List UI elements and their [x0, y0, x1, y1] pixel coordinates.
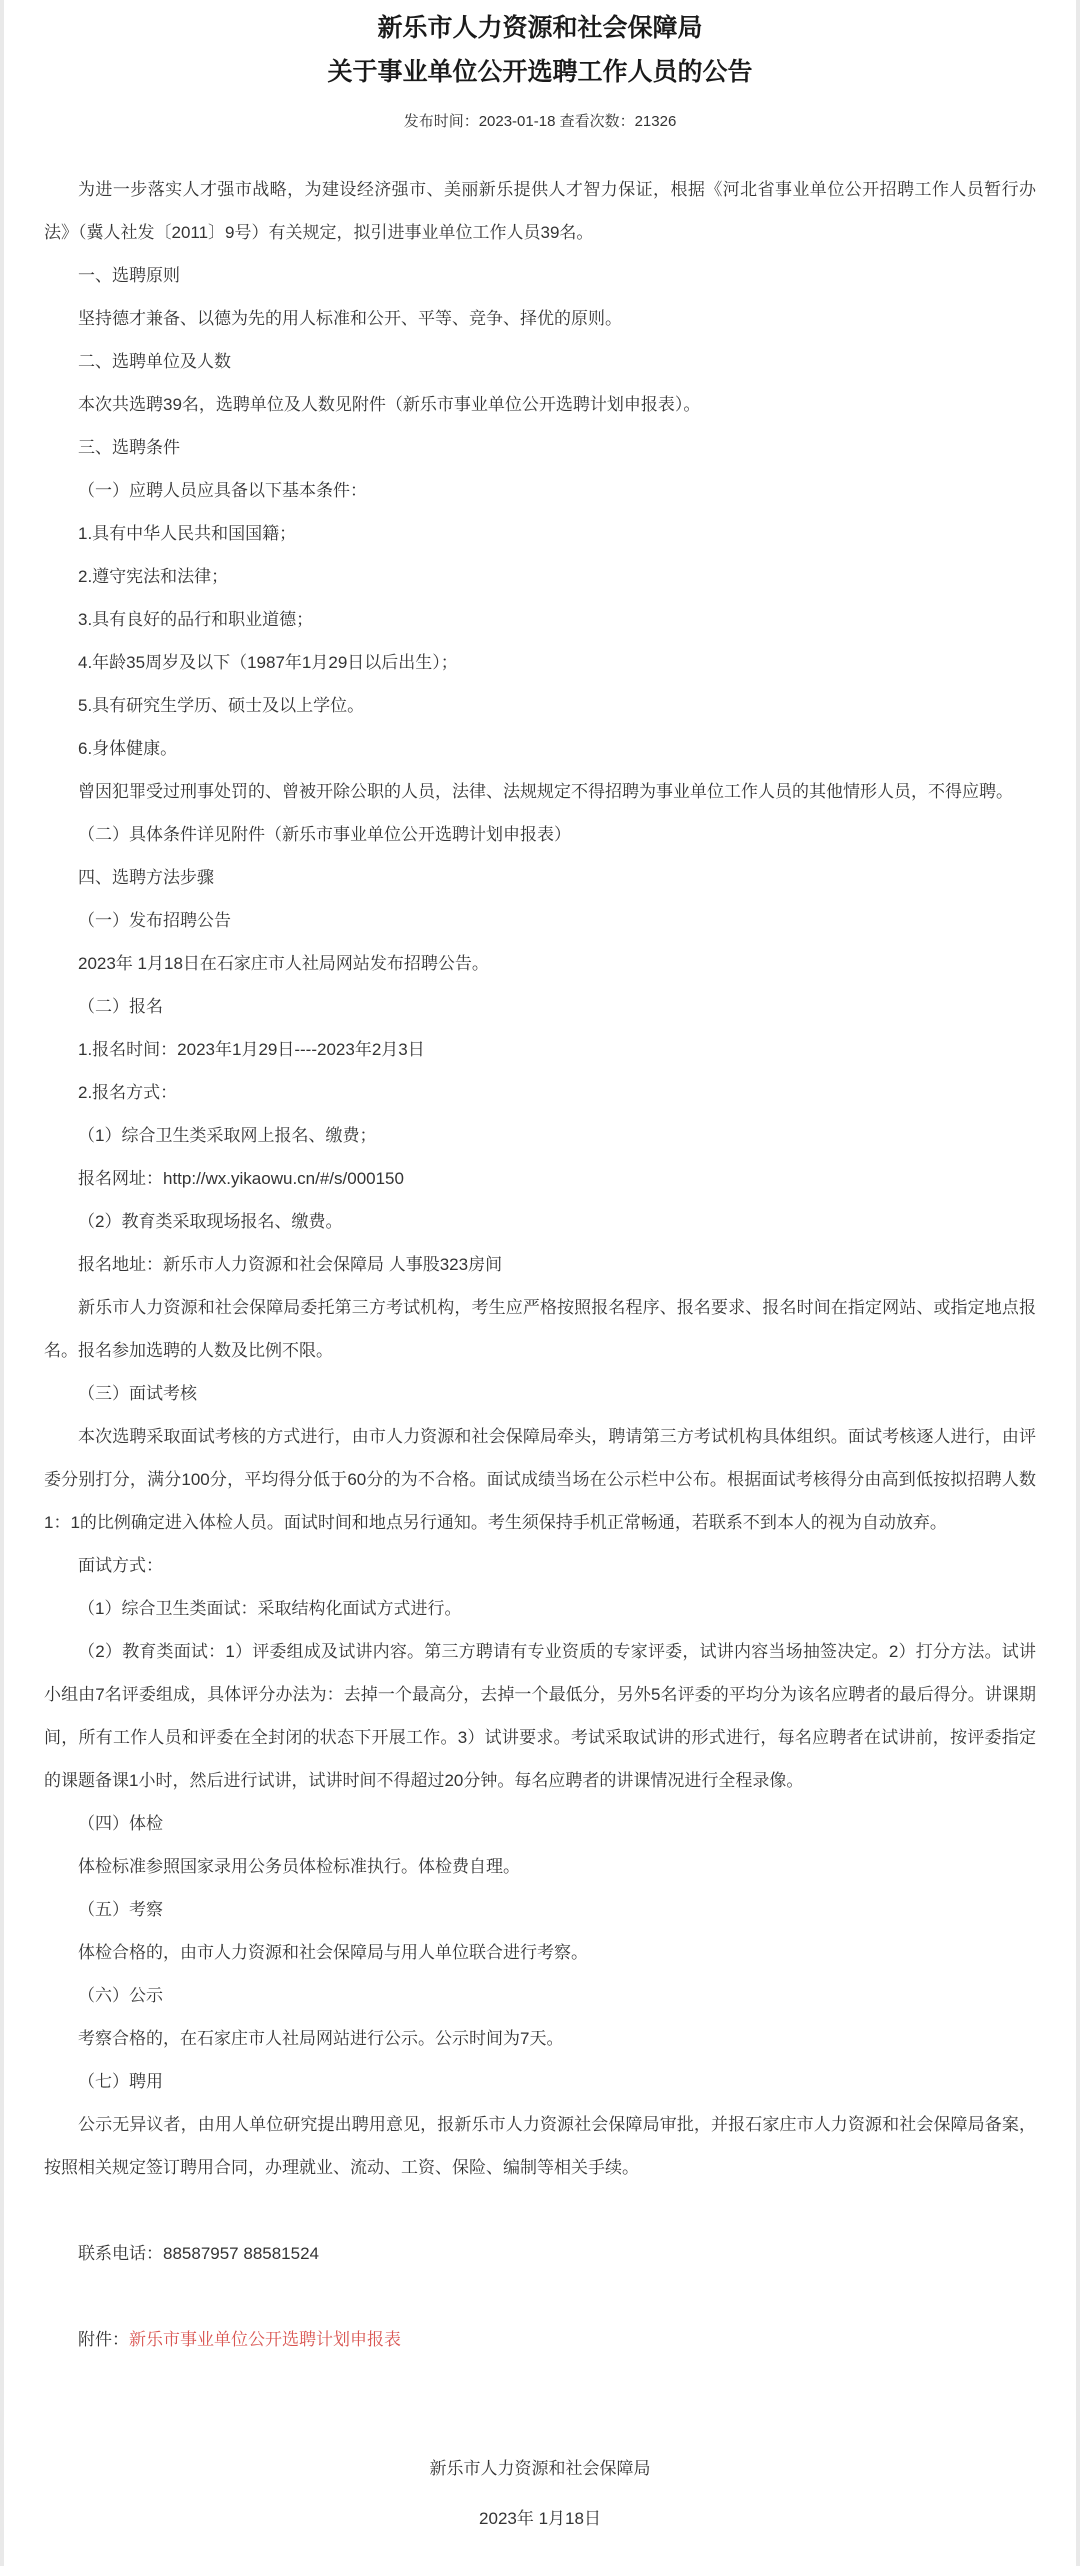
paragraph: 四、选聘方法步骤 [78, 868, 214, 887]
paragraph: 一、选聘原则 [78, 266, 180, 285]
paragraph: 4.年龄35周岁及以下（1987年1月29日以后出生）； [78, 653, 458, 672]
paragraph: 1.具有中华人民共和国国籍； [78, 524, 297, 543]
page-title-line2: 关于事业单位公开选聘工作人员的公告 [327, 58, 753, 86]
signature-date: 2023年 1月18日 [479, 2509, 601, 2528]
paragraph: （一）应聘人员应具备以下基本条件： [78, 481, 367, 500]
document-body [44, 168, 1036, 2189]
paragraph: 1.报名时间：2023年1月29日----2023年2月3日 [78, 1040, 425, 1059]
paragraph: 考察合格的，在石家庄市人社局网站进行公示。公示时间为7天。 [78, 2029, 564, 2048]
paragraph: 本次共选聘39名，选聘单位及人数见附件（新乐市事业单位公开选聘计划申报表）。 [78, 395, 701, 414]
paragraph: 报名地址：新乐市人力资源和社会保障局 人事股323房间 [78, 1255, 503, 1274]
paragraph: 公示无异议者，由用人单位研究提出聘用意见，报新乐市人力资源社会保障局审批，并报石家庄市人力资源和社会保障局备案，按照相关规定签订聘用合同，办理就业、流动、工资、保险、编制等相关手续。 [44, 2115, 1036, 2177]
paragraph: 2.报名方式： [78, 1083, 178, 1102]
paragraph: 新乐市人力资源和社会保障局委托第三方考试机构，考生应严格按照报名程序、报名要求、报名时间在指定网站、或指定地点报名。报名参加选聘的人数及比例不限。 [44, 1298, 1036, 1360]
paragraph: （一）发布招聘公告 [78, 911, 231, 930]
paragraph: 5.具有研究生学历、硕士及以上学位。 [78, 696, 365, 715]
paragraph: （2）教育类采取现场报名、缴费。 [78, 1212, 343, 1231]
signature-org: 新乐市人力资源和社会保障局 [429, 2459, 651, 2478]
paragraph: 为进一步落实人才强市战略，为建设经济强市、美丽新乐提供人才智力保证，根据《河北省事业单位公开招聘工作人员暂行办法》（冀人社发〔2011〕9号）有关规定，拟引进事业单位工作人员39名。 [44, 180, 1036, 242]
contact-phone: 联系电话：88587957 88581524 [78, 2244, 319, 2263]
paragraph: （二）具体条件详见附件（新乐市事业单位公开选聘计划申报表） [78, 825, 571, 844]
paragraph: 曾因犯罪受过刑事处罚的、曾被开除公职的人员，法律、法规规定不得招聘为事业单位工作人员的其他情形人员，不得应聘。 [78, 782, 1013, 801]
paragraph: 报名网址：http://wx.yikaowu.cn/#/s/000150 [78, 1169, 404, 1188]
paragraph: （二）报名 [78, 997, 163, 1016]
paragraph: 坚持德才兼备、以德为先的用人标准和公开、平等、竞争、择优的原则。 [78, 309, 622, 328]
paragraph: 三、选聘条件 [78, 438, 180, 457]
publish-meta: 发布时间：2023-01-18 查看次数：21326 [403, 113, 677, 130]
attachment-label: 附件： [78, 2330, 129, 2349]
paragraph: 2.遵守宪法和法律； [78, 567, 229, 586]
paragraph: 3.具有良好的品行和职业道德； [78, 610, 314, 629]
paragraph: （四）体检 [78, 1814, 163, 1833]
paragraph: （五）考察 [78, 1900, 163, 1919]
paragraph: 本次选聘采取面试考核的方式进行，由市人力资源和社会保障局牵头，聘请第三方考试机构具体组织。面试考核逐人进行，由评委分别打分，满分100分，平均得分低于60分的为不合格。面试成绩当场在公示栏中公布。根据面试考核得分由高到低按拟招聘人数1：1的比例确定进入体检人员。面试时间和地点另行通知。考生须保持手机正常畅通，若联系不到本人的视为自动放弃。 [44, 1427, 1036, 1532]
paragraph: 体检合格的，由市人力资源和社会保障局与用人单位联合进行考察。 [78, 1943, 588, 1962]
attachment-row [44, 2318, 1036, 2361]
page-title-line1: 新乐市人力资源和社会保障局 [377, 14, 703, 42]
paragraph: （三）面试考核 [78, 1384, 197, 1403]
announcement-document [4, 0, 1076, 2566]
paragraph: 6.身体健康。 [78, 739, 178, 758]
paragraph: 面试方式： [78, 1556, 163, 1575]
paragraph: （2）教育类面试：1）评委组成及试讲内容。第三方聘请有专业资质的专家评委，试讲内容当场抽签决定。2）打分方法。试讲小组由7名评委组成，具体评分办法为：去掉一个最高分，去掉一个最低分，另外5名评委的平均分为该名应聘者的最后得分。讲课期间，所有工作人员和评委在全封闭的状态下开展工作。3）试讲要求。考试采取试讲的形式进行，每名应聘者在试讲前，按评委指定的课题备课1小时，然后进行试讲，试讲时间不得超过20分钟。每名应聘者的讲课情况进行全程录像。 [44, 1642, 1036, 1790]
paragraph: 二、选聘单位及人数 [78, 352, 231, 371]
attachment-link[interactable]: 新乐市事业单位公开选聘计划申报表 [129, 2330, 401, 2349]
paragraph: （七）聘用 [78, 2072, 163, 2091]
paragraph: （1）综合卫生类面试：采取结构化面试方式进行。 [78, 1599, 462, 1618]
paragraph: （1）综合卫生类采取网上报名、缴费； [78, 1126, 377, 1145]
paragraph: 体检标准参照国家录用公务员体检标准执行。体检费自理。 [78, 1857, 520, 1876]
paragraph: 2023年 1月18日在石家庄市人社局网站发布招聘公告。 [78, 954, 489, 973]
paragraph: （六）公示 [78, 1986, 163, 2005]
